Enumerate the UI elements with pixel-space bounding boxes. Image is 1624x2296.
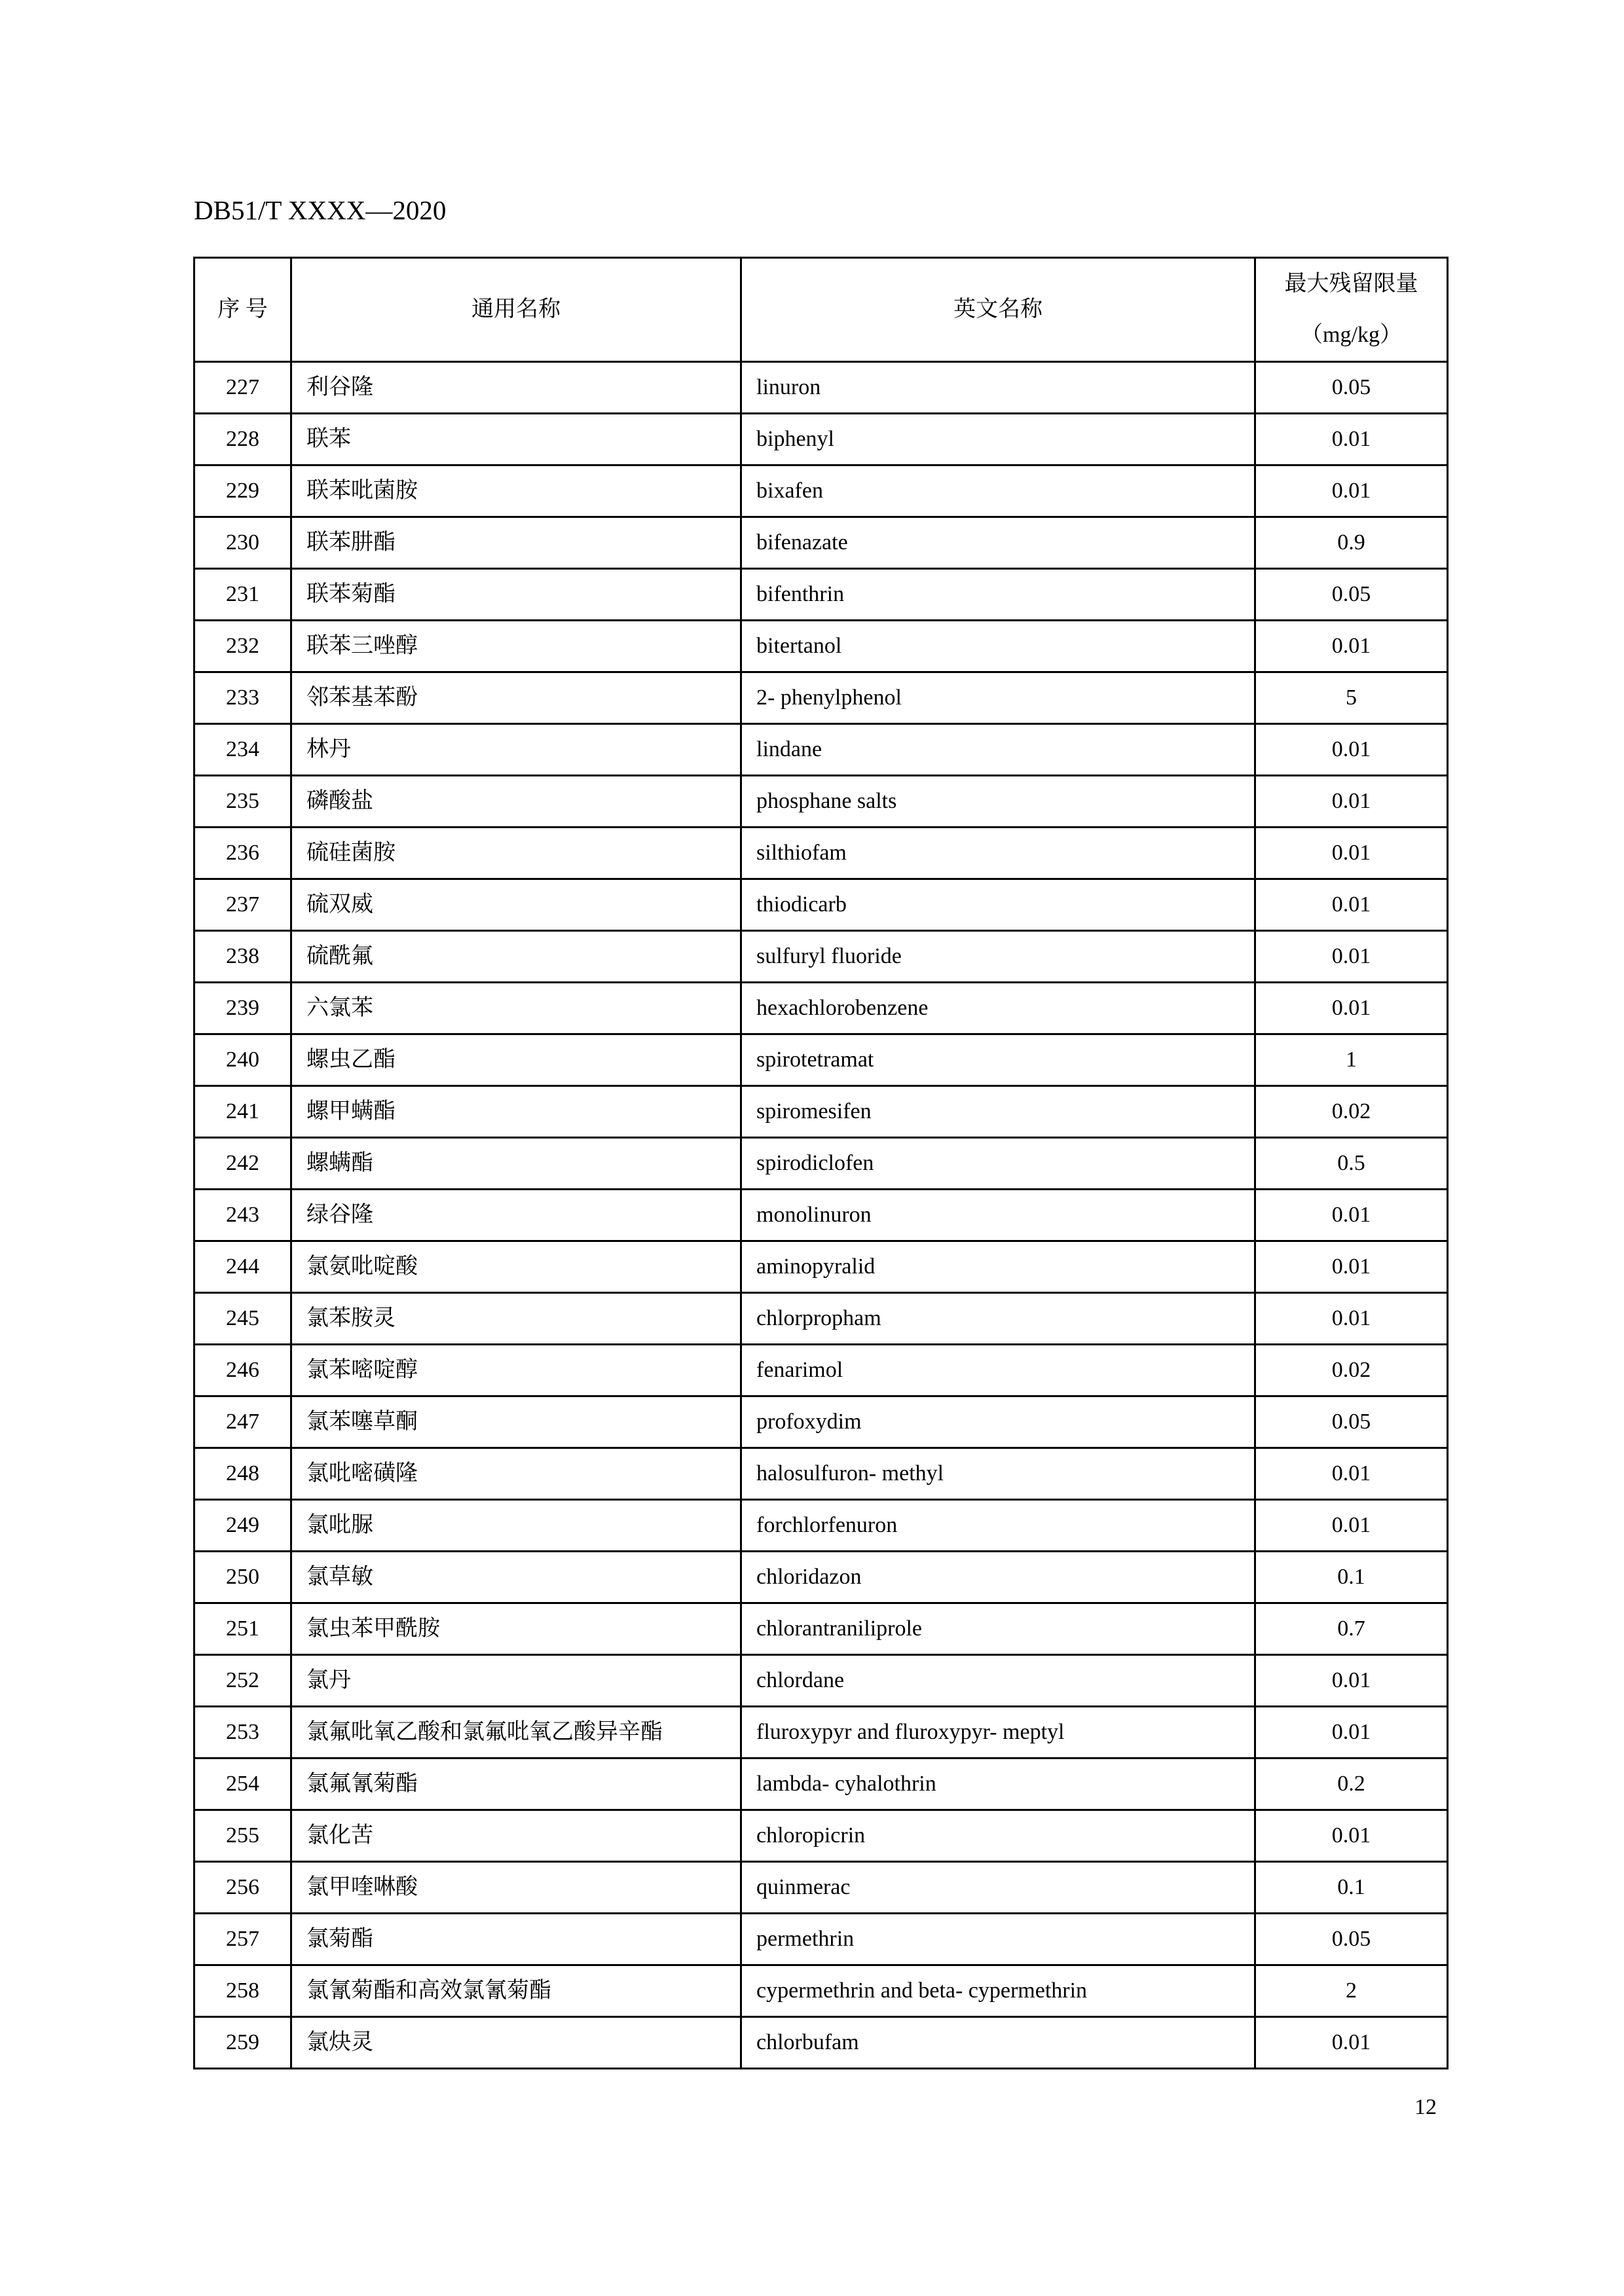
english-name-cell: monolinuron — [741, 1190, 1255, 1241]
mrl-value-cell: 0.01 — [1255, 828, 1448, 879]
english-name-cell: chlorpropham — [741, 1293, 1255, 1345]
row-number: 249 — [194, 1500, 291, 1552]
common-name-cell: 磷酸盐 — [291, 776, 741, 828]
english-name-cell: spirotetramat — [741, 1034, 1255, 1086]
table-row — [194, 828, 1448, 879]
row-number: 235 — [194, 776, 291, 828]
english-name-cell: aminopyralid — [741, 1241, 1255, 1293]
english-name-cell: chloridazon — [741, 1552, 1255, 1603]
english-name-cell: chloropicrin — [741, 1810, 1255, 1862]
english-name-cell: biphenyl — [741, 414, 1255, 465]
mrl-value-cell: 0.05 — [1255, 1396, 1448, 1448]
common-name-cell: 绿谷隆 — [291, 1190, 741, 1241]
row-number: 251 — [194, 1603, 291, 1655]
english-name-cell: bixafen — [741, 465, 1255, 517]
header-row — [194, 258, 1448, 362]
mrl-value-cell: 0.02 — [1255, 1086, 1448, 1138]
mrl-value-cell: 2 — [1255, 1965, 1448, 2017]
mrl-value-cell: 0.01 — [1255, 465, 1448, 517]
row-number: 237 — [194, 879, 291, 931]
mrl-value-cell: 0.01 — [1255, 1655, 1448, 1707]
mrl-value-cell: 0.05 — [1255, 1914, 1448, 1965]
row-number: 241 — [194, 1086, 291, 1138]
row-number: 238 — [194, 931, 291, 983]
mrl-value-cell: 0.01 — [1255, 1241, 1448, 1293]
common-name-cell: 氯苯噻草酮 — [291, 1396, 741, 1448]
common-name-cell: 硫硅菌胺 — [291, 828, 741, 879]
english-name-cell: chlorantraniliprole — [741, 1603, 1255, 1655]
english-name-cell: thiodicarb — [741, 879, 1255, 931]
common-name-cell: 硫酰氟 — [291, 931, 741, 983]
common-name-cell: 氯氨吡啶酸 — [291, 1241, 741, 1293]
table-row — [194, 1500, 1448, 1552]
table-body — [194, 362, 1448, 2069]
english-name-cell: cypermethrin and beta- cypermethrin — [741, 1965, 1255, 2017]
table-row — [194, 724, 1448, 776]
row-number: 258 — [194, 1965, 291, 2017]
table-row — [194, 1396, 1448, 1448]
english-name-cell: fluroxypyr and fluroxypyr- meptyl — [741, 1707, 1255, 1758]
table-row — [194, 1914, 1448, 1965]
common-name-cell: 氯炔灵 — [291, 2017, 741, 2069]
english-name-cell: chlordane — [741, 1655, 1255, 1707]
table-row — [194, 1138, 1448, 1190]
row-number: 227 — [194, 362, 291, 414]
row-number: 259 — [194, 2017, 291, 2069]
table-row — [194, 414, 1448, 465]
common-name-cell: 联苯肼酯 — [291, 517, 741, 569]
mrl-value-cell: 0.1 — [1255, 1552, 1448, 1603]
mrl-value-cell: 0.05 — [1255, 362, 1448, 414]
common-name-cell: 联苯菊酯 — [291, 569, 741, 621]
table-row — [194, 1034, 1448, 1086]
mrl-value-cell: 0.5 — [1255, 1138, 1448, 1190]
column-header-no: 序 号 — [194, 258, 291, 362]
mrl-value-cell: 0.05 — [1255, 569, 1448, 621]
english-name-cell: linuron — [741, 362, 1255, 414]
common-name-cell: 氯菊酯 — [291, 1914, 741, 1965]
mrl-value-cell: 0.2 — [1255, 1758, 1448, 1810]
english-name-cell: phosphane salts — [741, 776, 1255, 828]
row-number: 248 — [194, 1448, 291, 1500]
mrl-value-cell: 0.9 — [1255, 517, 1448, 569]
table-row — [194, 621, 1448, 672]
page-number: 12 — [1414, 2095, 1437, 2119]
row-number: 233 — [194, 672, 291, 724]
table-row — [194, 517, 1448, 569]
common-name-cell: 氯草敏 — [291, 1552, 741, 1603]
row-number: 247 — [194, 1396, 291, 1448]
row-number: 242 — [194, 1138, 291, 1190]
row-number: 252 — [194, 1655, 291, 1707]
mrl-value-cell: 0.1 — [1255, 1862, 1448, 1914]
english-name-cell: profoxydim — [741, 1396, 1255, 1448]
table-row — [194, 672, 1448, 724]
table-row — [194, 1862, 1448, 1914]
table-row — [194, 2017, 1448, 2069]
mrl-value-cell: 0.01 — [1255, 1448, 1448, 1500]
english-name-cell: 2- phenylphenol — [741, 672, 1255, 724]
row-number: 230 — [194, 517, 291, 569]
common-name-cell: 邻苯基苯酚 — [291, 672, 741, 724]
column-header-mrl — [1255, 258, 1448, 362]
table-row — [194, 1552, 1448, 1603]
row-number: 240 — [194, 1034, 291, 1086]
row-number: 244 — [194, 1241, 291, 1293]
row-number: 255 — [194, 1810, 291, 1862]
column-header-common-name: 通用名称 — [291, 258, 741, 362]
mrl-value-cell: 0.01 — [1255, 983, 1448, 1034]
english-name-cell: lambda- cyhalothrin — [741, 1758, 1255, 1810]
pesticide-mrl-table — [193, 257, 1449, 2069]
mrl-value-cell: 0.01 — [1255, 776, 1448, 828]
table-row — [194, 983, 1448, 1034]
common-name-cell: 六氯苯 — [291, 983, 741, 1034]
mrl-value-cell: 0.01 — [1255, 414, 1448, 465]
column-header-mrl-unit: （mg/kg） — [1301, 323, 1402, 347]
mrl-value-cell: 0.01 — [1255, 724, 1448, 776]
english-name-cell: halosulfuron- methyl — [741, 1448, 1255, 1500]
table-row — [194, 362, 1448, 414]
common-name-cell: 螺螨酯 — [291, 1138, 741, 1190]
common-name-cell: 螺虫乙酯 — [291, 1034, 741, 1086]
table-row — [194, 1293, 1448, 1345]
mrl-value-cell: 0.01 — [1255, 1293, 1448, 1345]
english-name-cell: fenarimol — [741, 1345, 1255, 1396]
column-header-english-name: 英文名称 — [741, 258, 1255, 362]
row-number: 250 — [194, 1552, 291, 1603]
mrl-value-cell: 0.01 — [1255, 879, 1448, 931]
table-header — [194, 258, 1448, 362]
mrl-value-cell: 0.01 — [1255, 931, 1448, 983]
table-row — [194, 1448, 1448, 1500]
row-number: 232 — [194, 621, 291, 672]
common-name-cell: 氯氰菊酯和高效氯氰菊酯 — [291, 1965, 741, 2017]
english-name-cell: spiromesifen — [741, 1086, 1255, 1138]
common-name-cell: 硫双威 — [291, 879, 741, 931]
row-number: 245 — [194, 1293, 291, 1345]
common-name-cell: 氯吡嘧磺隆 — [291, 1448, 741, 1500]
row-number: 246 — [194, 1345, 291, 1396]
row-number: 239 — [194, 983, 291, 1034]
common-name-cell: 联苯 — [291, 414, 741, 465]
mrl-value-cell: 0.01 — [1255, 1190, 1448, 1241]
english-name-cell: permethrin — [741, 1914, 1255, 1965]
table-row — [194, 776, 1448, 828]
mrl-value-cell: 0.01 — [1255, 621, 1448, 672]
english-name-cell: quinmerac — [741, 1862, 1255, 1914]
common-name-cell: 氯氟氰菊酯 — [291, 1758, 741, 1810]
common-name-cell: 氯氟吡氧乙酸和氯氟吡氧乙酸异辛酯 — [291, 1707, 741, 1758]
mrl-value-cell: 0.7 — [1255, 1603, 1448, 1655]
english-name-cell: lindane — [741, 724, 1255, 776]
row-number: 231 — [194, 569, 291, 621]
table-row — [194, 569, 1448, 621]
common-name-cell: 氯丹 — [291, 1655, 741, 1707]
table-row — [194, 1086, 1448, 1138]
english-name-cell: hexachlorobenzene — [741, 983, 1255, 1034]
row-number: 228 — [194, 414, 291, 465]
mrl-value-cell: 0.01 — [1255, 1707, 1448, 1758]
mrl-value-cell: 0.01 — [1255, 1810, 1448, 1862]
common-name-cell: 氯苯胺灵 — [291, 1293, 741, 1345]
table-row — [194, 1241, 1448, 1293]
english-name-cell: bifenazate — [741, 517, 1255, 569]
table-row — [194, 1655, 1448, 1707]
english-name-cell: bitertanol — [741, 621, 1255, 672]
common-name-cell: 联苯三唑醇 — [291, 621, 741, 672]
row-number: 229 — [194, 465, 291, 517]
common-name-cell: 螺甲螨酯 — [291, 1086, 741, 1138]
table-row — [194, 1603, 1448, 1655]
table-row — [194, 465, 1448, 517]
row-number: 243 — [194, 1190, 291, 1241]
table-row — [194, 931, 1448, 983]
mrl-value-cell: 0.01 — [1255, 1500, 1448, 1552]
common-name-cell: 联苯吡菌胺 — [291, 465, 741, 517]
english-name-cell: forchlorfenuron — [741, 1500, 1255, 1552]
english-name-cell: chlorbufam — [741, 2017, 1255, 2069]
column-header-mrl-title: 最大残留限量 — [1284, 272, 1418, 296]
english-name-cell: sulfuryl fluoride — [741, 931, 1255, 983]
table-row — [194, 1190, 1448, 1241]
common-name-cell: 利谷隆 — [291, 362, 741, 414]
row-number: 257 — [194, 1914, 291, 1965]
row-number: 234 — [194, 724, 291, 776]
common-name-cell: 氯虫苯甲酰胺 — [291, 1603, 741, 1655]
table-row — [194, 1965, 1448, 2017]
row-number: 253 — [194, 1707, 291, 1758]
english-name-cell: silthiofam — [741, 828, 1255, 879]
document-code: DB51/T XXXX—2020 — [194, 195, 447, 225]
english-name-cell: bifenthrin — [741, 569, 1255, 621]
mrl-value-cell: 0.02 — [1255, 1345, 1448, 1396]
table-row — [194, 1345, 1448, 1396]
mrl-value-cell: 1 — [1255, 1034, 1448, 1086]
common-name-cell: 林丹 — [291, 724, 741, 776]
mrl-value-cell: 0.01 — [1255, 2017, 1448, 2069]
table-row — [194, 1758, 1448, 1810]
common-name-cell: 氯甲喹啉酸 — [291, 1862, 741, 1914]
table-row — [194, 879, 1448, 931]
table-row — [194, 1810, 1448, 1862]
common-name-cell: 氯吡脲 — [291, 1500, 741, 1552]
row-number: 256 — [194, 1862, 291, 1914]
common-name-cell: 氯苯嘧啶醇 — [291, 1345, 741, 1396]
table-row — [194, 1707, 1448, 1758]
common-name-cell: 氯化苦 — [291, 1810, 741, 1862]
row-number: 236 — [194, 828, 291, 879]
english-name-cell: spirodiclofen — [741, 1138, 1255, 1190]
mrl-value-cell: 5 — [1255, 672, 1448, 724]
row-number: 254 — [194, 1758, 291, 1810]
